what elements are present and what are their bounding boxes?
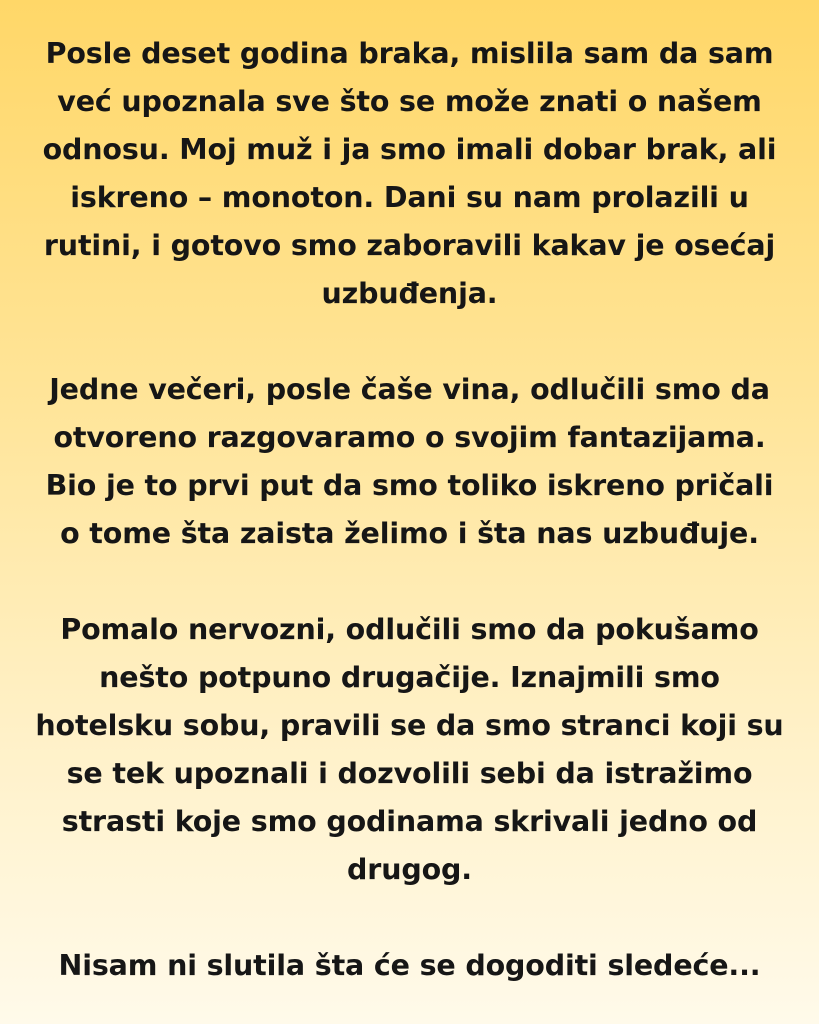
paragraph-gap: [30, 318, 789, 366]
paragraph-2: [30, 366, 789, 558]
paragraph-4: [30, 942, 789, 990]
paragraph-4-line-1: Nisam ni slutila šta će se dogoditi sledeće...: [58, 949, 761, 982]
story-text: [30, 30, 789, 990]
paragraph-3-line-1: Pomalo nervozni, odlučili smo da pokušamo: [60, 613, 759, 646]
paragraph-3-line-5: strasti koje smo godinama skrivali jedno od: [61, 805, 758, 838]
paragraph-2-line-3: Bio je to prvi put da smo toliko iskreno pričali: [45, 469, 774, 502]
paragraph-3-line-6: drugog.: [347, 853, 472, 886]
paragraph-1-line-6: uzbuđenja.: [321, 277, 498, 310]
paragraph-3-line-2: nešto potpuno drugačije. Iznajmili smo: [99, 661, 720, 694]
paragraph-1-line-5: rutini, i gotovo smo zaboravili kakav je osećaj: [43, 229, 776, 262]
paragraph-gap: [30, 894, 789, 942]
paragraph-2-line-4: o tome šta zaista želimo i šta nas uzbuđuje.: [60, 517, 759, 550]
paragraph-2-line-1: Jedne večeri, posle čaše vina, odlučili smo da: [49, 373, 770, 406]
paragraph-gap: [30, 558, 789, 606]
paragraph-1-line-1: Posle deset godina braka, mislila sam da sam: [45, 37, 774, 70]
paragraph-1-line-4: iskreno – monoton. Dani su nam prolazili u: [70, 181, 749, 214]
paragraph-1-line-2: već upoznala sve što se može znati o našem: [57, 85, 762, 118]
paragraph-3-line-3: hotelsku sobu, pravili se da smo stranci koji su: [35, 709, 784, 742]
paragraph-1: [30, 30, 789, 318]
paragraph-1-line-3: odnosu. Moj muž i ja smo imali dobar brak, ali: [42, 133, 777, 166]
paragraph-3-line-4: se tek upoznali i dozvolili sebi da istražimo: [66, 757, 753, 790]
paragraph-2-line-2: otvoreno razgovaramo o svojim fantazijama.: [53, 421, 766, 454]
paragraph-3: [30, 606, 789, 894]
